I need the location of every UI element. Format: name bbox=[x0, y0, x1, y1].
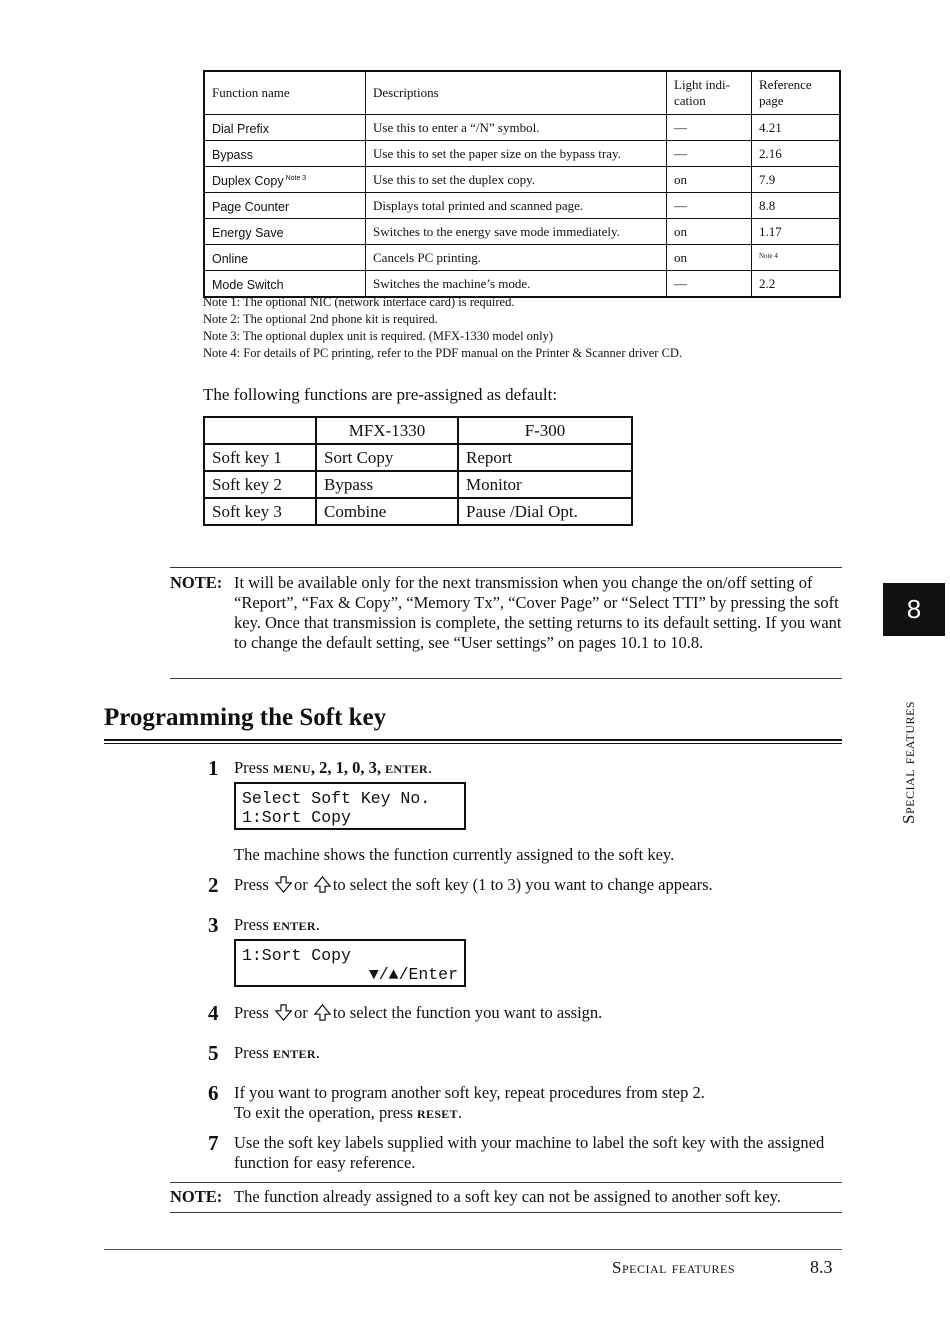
table-row bbox=[204, 193, 840, 219]
key-menu: MENU bbox=[272, 762, 311, 776]
reference-value: 4.21 bbox=[759, 119, 782, 135]
reference-cell bbox=[752, 193, 841, 219]
soft-key-label: Soft key 2 bbox=[204, 471, 316, 498]
note-line: Note 1: The optional NIC (network interface card) is required. bbox=[203, 295, 515, 309]
step-explanation: The machine shows the function currently assigned to the soft key. bbox=[234, 845, 675, 864]
divider bbox=[170, 1182, 842, 1183]
header-descriptions: Descriptions bbox=[366, 71, 667, 115]
step-number: 1 bbox=[208, 756, 219, 780]
heading-rule bbox=[104, 739, 842, 741]
step-4 bbox=[208, 1003, 842, 1023]
divider bbox=[170, 1212, 842, 1213]
soft-f300-value: Report bbox=[458, 444, 632, 471]
soft-mfx-value: Combine bbox=[316, 498, 458, 525]
step-1 bbox=[208, 758, 842, 779]
note-line: Note 3: The optional duplex unit is required. (MFX-1330 model only) bbox=[203, 329, 554, 343]
lcd-line: ▼/▲/Enter bbox=[368, 965, 458, 984]
description-cell: Use this to enter a “/N” symbol. bbox=[366, 115, 667, 141]
table-row bbox=[204, 471, 632, 498]
key-reset: RESET bbox=[417, 1107, 458, 1121]
step-number: 7 bbox=[208, 1131, 219, 1155]
soft-table-header-row bbox=[204, 417, 632, 444]
soft-header-blank bbox=[204, 417, 316, 444]
step-text: Press bbox=[234, 1003, 269, 1022]
lcd-line: Select Soft Key No. bbox=[242, 789, 431, 808]
function-name: Dial Prefix bbox=[212, 121, 269, 136]
punctuation: . bbox=[315, 1043, 320, 1062]
function-name: Mode Switch bbox=[212, 277, 284, 292]
step-text: Use the soft key labels supplied with your machine to label the soft key with the assigned function for easy reference. bbox=[234, 1133, 825, 1172]
note-line: Note 2: The optional 2nd phone kit is required. bbox=[203, 312, 438, 326]
step-text: or bbox=[293, 875, 308, 894]
soft-mfx-value: Bypass bbox=[316, 471, 458, 498]
function-name-cell bbox=[204, 167, 366, 193]
key-sequence: , 2, 1, 0, 3, bbox=[310, 758, 386, 777]
description-cell: Switches to the energy save mode immediately. bbox=[366, 219, 667, 245]
reference-value: Note 4 bbox=[759, 252, 778, 260]
footer-title: Special features bbox=[612, 1258, 736, 1277]
arrow-down-icon bbox=[275, 1004, 292, 1021]
step-text: to select the function you want to assign. bbox=[332, 1003, 603, 1022]
table-row bbox=[204, 219, 840, 245]
function-name: Online bbox=[212, 251, 249, 266]
function-name: Page Counter bbox=[212, 199, 290, 214]
soft-mfx-value: Sort Copy bbox=[316, 444, 458, 471]
intro-text: The following functions are pre-assigned as default: bbox=[203, 385, 558, 404]
key-enter: ENTER bbox=[385, 762, 428, 776]
table-row bbox=[204, 141, 840, 167]
step-text: or bbox=[293, 1003, 308, 1022]
reference-cell bbox=[752, 115, 841, 141]
chapter-side-label-text: Special features bbox=[899, 700, 918, 824]
divider bbox=[170, 678, 842, 679]
note-label: NOTE: bbox=[170, 573, 223, 592]
reference-cell bbox=[752, 271, 841, 298]
table-row bbox=[204, 444, 632, 471]
soft-key-table bbox=[203, 416, 633, 526]
punctuation: . bbox=[427, 758, 433, 777]
light-cell: — bbox=[667, 141, 752, 167]
soft-header-f300: F-300 bbox=[458, 417, 632, 444]
light-cell: on bbox=[667, 167, 752, 193]
reference-cell bbox=[752, 141, 841, 167]
soft-key-label: Soft key 3 bbox=[204, 498, 316, 525]
function-name: Duplex Copy bbox=[212, 173, 284, 188]
chapter-side-label bbox=[897, 652, 921, 824]
light-cell: on bbox=[667, 245, 752, 271]
chapter-tab: 8 bbox=[883, 583, 945, 636]
section-heading: Programming the Soft key bbox=[104, 704, 387, 731]
table-row bbox=[204, 115, 840, 141]
step-6 bbox=[208, 1083, 842, 1124]
function-table bbox=[203, 70, 841, 298]
note-line: Note 4: For details of PC printing, refer to the PDF manual on the Printer & Scanner driver CD. bbox=[203, 346, 683, 360]
function-name-cell bbox=[204, 141, 366, 167]
page-number: 8.3 bbox=[810, 1257, 833, 1277]
key-enter: ENTER bbox=[272, 919, 316, 933]
description-cell: Use this to set the paper size on the bypass tray. bbox=[366, 141, 667, 167]
arrow-up-icon bbox=[314, 876, 331, 893]
function-name: Energy Save bbox=[212, 225, 284, 240]
step-5 bbox=[208, 1043, 842, 1064]
soft-f300-value: Monitor bbox=[458, 471, 632, 498]
divider bbox=[170, 567, 842, 568]
reference-cell bbox=[752, 219, 841, 245]
function-name: Bypass bbox=[212, 147, 253, 162]
function-name-cell bbox=[204, 245, 366, 271]
table-row bbox=[204, 245, 840, 271]
light-cell: — bbox=[667, 271, 752, 298]
header-reference-page: Reference page bbox=[752, 71, 841, 115]
step-number: 2 bbox=[208, 873, 219, 897]
function-name-cell bbox=[204, 193, 366, 219]
step-text: to select the soft key (1 to 3) you want to change appears. bbox=[332, 875, 713, 894]
note-text: It will be available only for the next transmission when you change the on/off setting of “Report”, “Fax & Copy”, “Memory Tx”, “Cover Page” or “Select TTI” by pressing the soft key. Once that transmission is complete, the setting returns to its default setting. If you want to change the default setting, see “User settings” on pages 10.1 to 10.8. bbox=[234, 573, 842, 652]
header-light-indication: Light indi- cation bbox=[667, 71, 752, 115]
arrow-down-icon bbox=[275, 876, 292, 893]
step-2 bbox=[208, 875, 842, 895]
function-name-cell bbox=[204, 115, 366, 141]
soft-key-label: Soft key 1 bbox=[204, 444, 316, 471]
reference-value: 2.16 bbox=[759, 145, 782, 161]
header-function-name: Function name bbox=[204, 71, 366, 115]
light-cell: on bbox=[667, 219, 752, 245]
note-label: NOTE: bbox=[170, 1187, 223, 1206]
step-3 bbox=[208, 915, 842, 936]
lcd-display bbox=[234, 939, 466, 987]
description-cell: Switches the machine’s mode. bbox=[366, 271, 667, 298]
key-enter: ENTER bbox=[272, 1047, 316, 1061]
light-cell: — bbox=[667, 193, 752, 219]
description-cell: Use this to set the duplex copy. bbox=[366, 167, 667, 193]
soft-header-mfx: MFX-1330 bbox=[316, 417, 458, 444]
step-text: Press bbox=[234, 875, 269, 894]
step-text: Press bbox=[234, 758, 269, 777]
table-row bbox=[204, 498, 632, 525]
function-note: Note 3 bbox=[285, 174, 307, 182]
step-number: 5 bbox=[208, 1041, 219, 1065]
step-number: 4 bbox=[208, 1001, 219, 1025]
function-name-cell bbox=[204, 219, 366, 245]
heading-rule bbox=[104, 743, 842, 744]
note-block bbox=[170, 1187, 842, 1207]
punctuation: . bbox=[315, 915, 320, 934]
table-row bbox=[204, 167, 840, 193]
table-header-row bbox=[204, 71, 840, 115]
lcd-display bbox=[234, 782, 466, 830]
light-cell: — bbox=[667, 115, 752, 141]
step-text: Press bbox=[234, 1043, 269, 1062]
description-cell: Displays total printed and scanned page. bbox=[366, 193, 667, 219]
punctuation: . bbox=[457, 1103, 463, 1122]
soft-f300-value: Pause /Dial Opt. bbox=[458, 498, 632, 525]
lcd-line: 1:Sort Copy bbox=[242, 808, 351, 827]
step-text: Press bbox=[234, 915, 269, 934]
reference-value: 7.9 bbox=[759, 171, 776, 187]
step-text: If you want to program another soft key, repeat procedures from step 2. bbox=[234, 1083, 705, 1102]
arrow-up-icon bbox=[314, 1004, 331, 1021]
lcd-line: 1:Sort Copy bbox=[242, 946, 351, 965]
step-number: 3 bbox=[208, 913, 219, 937]
reference-value: 8.8 bbox=[759, 197, 776, 213]
reference-cell bbox=[752, 245, 841, 271]
step-number: 6 bbox=[208, 1081, 219, 1105]
step-text: To exit the operation, press bbox=[234, 1103, 413, 1122]
note-block bbox=[170, 573, 842, 653]
reference-value: 1.17 bbox=[759, 223, 782, 239]
footer-rule bbox=[104, 1249, 842, 1250]
description-cell: Cancels PC printing. bbox=[366, 245, 667, 271]
reference-cell bbox=[752, 167, 841, 193]
reference-value: 2.2 bbox=[759, 275, 776, 291]
note-text: The function already assigned to a soft key can not be assigned to another soft key. bbox=[234, 1187, 781, 1206]
step-7 bbox=[208, 1133, 842, 1173]
table-notes bbox=[203, 294, 682, 362]
